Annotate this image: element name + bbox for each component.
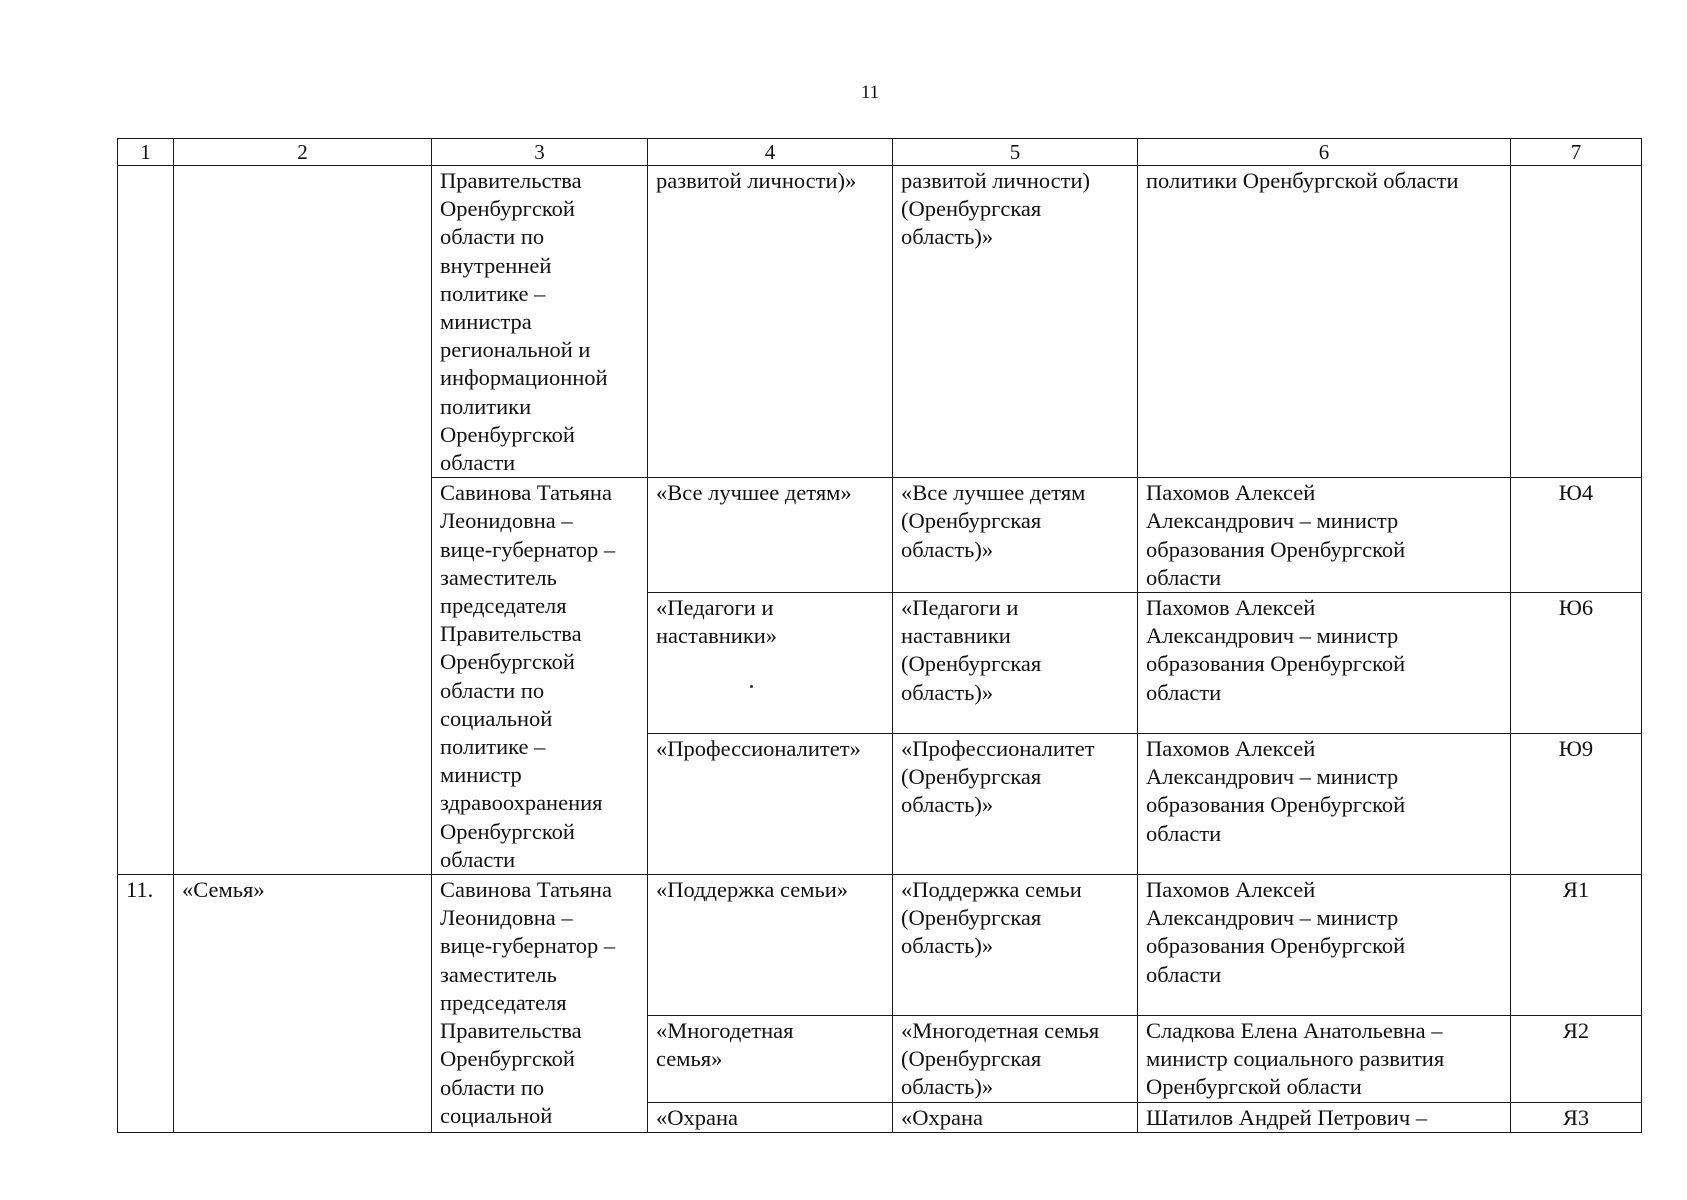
regional-project-cell: «Охрана [893, 1102, 1138, 1132]
project-lead-cell: Сладкова Елена Анатольевна – министр социального развития Оренбургской области [1138, 1016, 1511, 1103]
project-lead-cell: Пахомов Алексей Александрович – министр образования Оренбургской области [1138, 734, 1511, 875]
curator-cell: Савинова Татьяна Леонидовна – вице-губернатор – заместитель председателя Правительства Оренбургской области по социальной [432, 875, 648, 1133]
table-row [118, 875, 1642, 1016]
row-number-cell [118, 166, 174, 875]
national-project-cell [174, 166, 432, 875]
project-lead-cell: Пахомов Алексей Александрович – министр образования Оренбургской области [1138, 478, 1511, 593]
federal-project-cell: «Профессионалитет» [648, 734, 893, 875]
project-code-cell: Ю9 [1511, 734, 1642, 875]
federal-project-cell: «Все лучшее детям» [648, 478, 893, 593]
federal-project-cell: «Педагоги и наставники» [648, 593, 893, 734]
page-number: 11 [860, 82, 880, 103]
regional-project-cell: «Поддержка семьи (Оренбургская область)» [893, 875, 1138, 1016]
curator-cell: Правительства Оренбургской области по внутренней политике – министра региональной и информационной политики Оренбургской области [432, 166, 648, 478]
project-lead-cell: Пахомов Алексей Александрович – министр образования Оренбургской области [1138, 593, 1511, 734]
project-code-cell: Я3 [1511, 1102, 1642, 1132]
column-header-1: 1 [118, 139, 174, 166]
column-header-3: 3 [432, 139, 648, 166]
projects-table [117, 138, 1642, 1133]
table-row [118, 166, 1642, 478]
project-lead-cell: Шатилов Андрей Петрович – [1138, 1102, 1511, 1132]
federal-project-cell: «Охрана [648, 1102, 893, 1132]
column-header-4: 4 [648, 139, 893, 166]
regional-project-cell: «Профессионалитет (Оренбургская область)» [893, 734, 1138, 875]
national-project-cell: «Семья» [174, 875, 432, 1133]
regional-project-cell: «Многодетная семья (Оренбургская область)» [893, 1016, 1138, 1103]
federal-project-cell: «Многодетная семья» [648, 1016, 893, 1103]
federal-project-cell: «Поддержка семьи» [648, 875, 893, 1016]
regional-project-cell: развитой личности) (Оренбургская область)» [893, 166, 1138, 478]
curator-cell: Савинова Татьяна Леонидовна – вице-губернатор – заместитель председателя Правительства Оренбургской области по социальной политике – министр здравоохранения Оренбургской области [432, 478, 648, 875]
regional-project-cell: «Педагоги и наставники (Оренбургская область)» [893, 593, 1138, 734]
project-code-cell: Ю6 [1511, 593, 1642, 734]
column-header-2: 2 [174, 139, 432, 166]
project-code-cell: Ю4 [1511, 478, 1642, 593]
federal-project-cell: развитой личности)» [648, 166, 893, 478]
row-number-cell: 11. [118, 875, 174, 1133]
column-number-row [118, 139, 1642, 166]
project-code-cell: Я1 [1511, 875, 1642, 1016]
project-code-cell: Я2 [1511, 1016, 1642, 1103]
project-lead-cell: Пахомов Алексей Александрович – министр образования Оренбургской области [1138, 875, 1511, 1016]
scan-speck [750, 685, 753, 688]
project-code-cell [1511, 166, 1642, 478]
column-header-5: 5 [893, 139, 1138, 166]
project-lead-cell: политики Оренбургской области [1138, 166, 1511, 478]
column-header-7: 7 [1511, 139, 1642, 166]
column-header-6: 6 [1138, 139, 1511, 166]
regional-project-cell: «Все лучшее детям (Оренбургская область)» [893, 478, 1138, 593]
